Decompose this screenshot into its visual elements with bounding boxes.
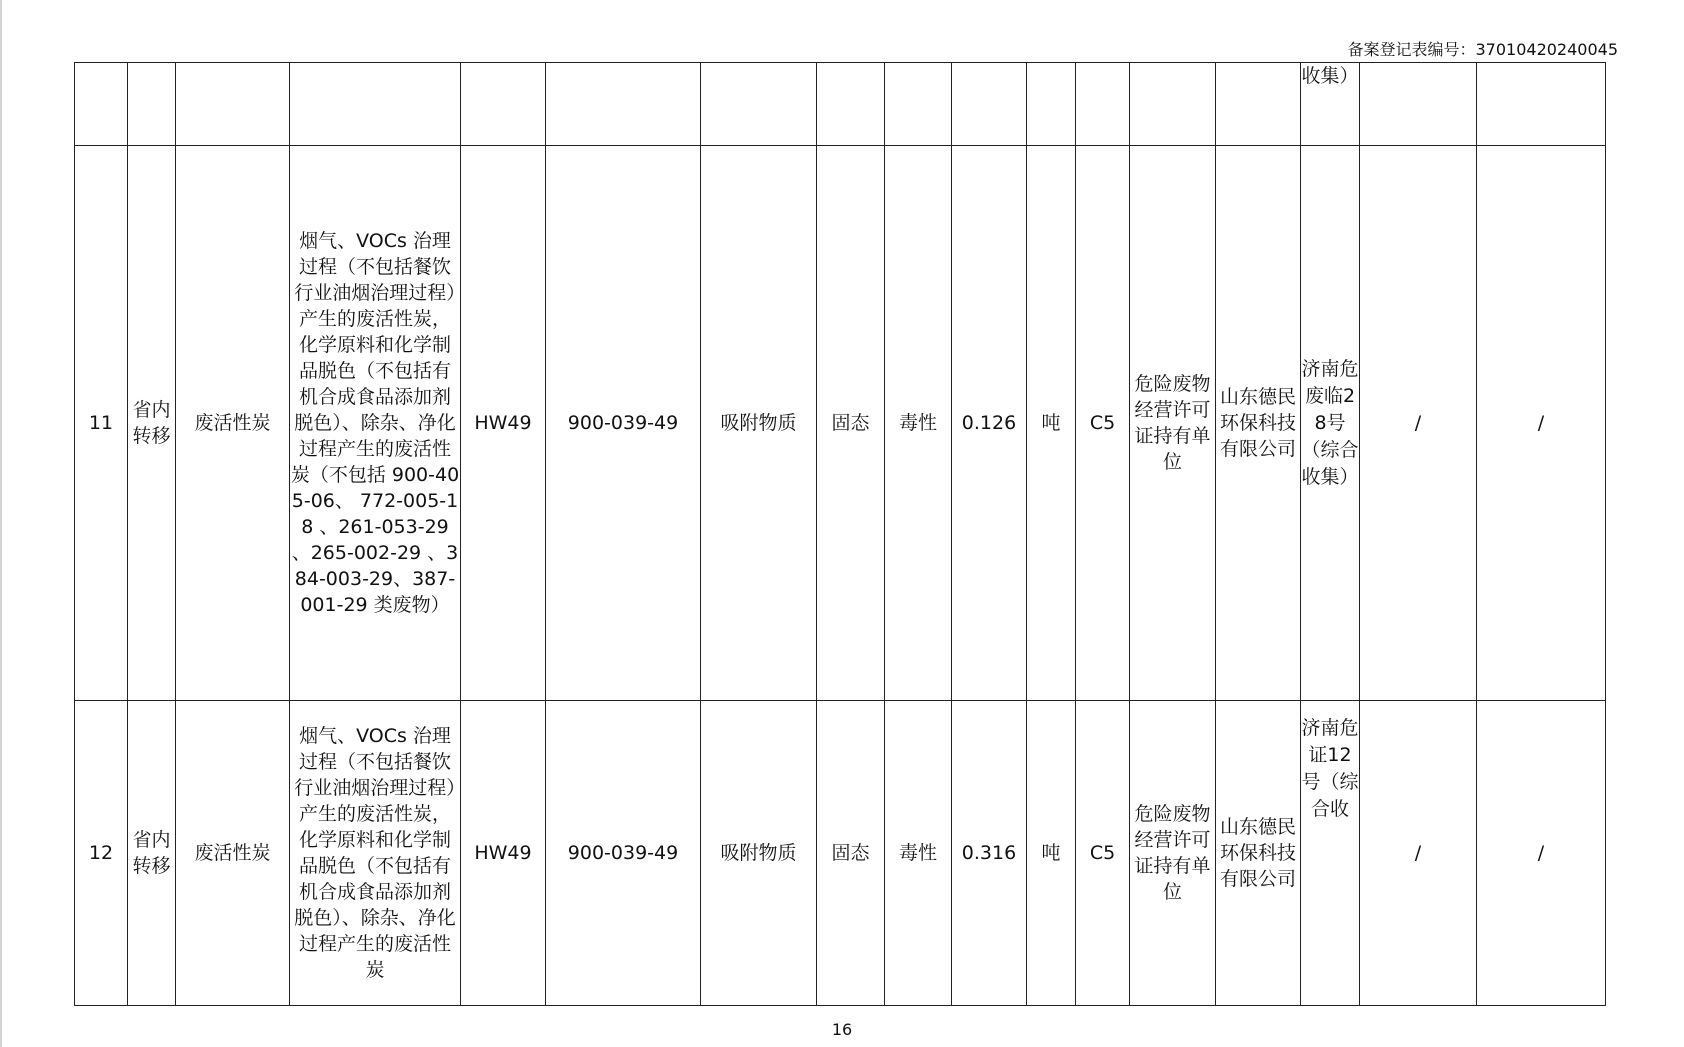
cell-code: 900-039-49 (546, 701, 701, 1006)
cell-empty (75, 63, 128, 146)
cell-permit: 济南危废临28号（综合收集） (1301, 146, 1360, 701)
cell-receiver-type: 危险废物经营许可证持有单位 (1130, 701, 1216, 1006)
cell-empty (952, 63, 1027, 146)
cell-form: 固态 (817, 701, 885, 1006)
cell-disposal-method: C5 (1076, 701, 1130, 1006)
cell-unit: 吨 (1027, 701, 1076, 1006)
cell-category: HW49 (461, 146, 546, 701)
registration-label: 备案登记表编号： (1347, 40, 1476, 59)
cell-empty (128, 63, 176, 146)
table-row-continued (75, 63, 1606, 146)
cell-receiver-type: 危险废物经营许可证持有单位 (1130, 146, 1216, 701)
cell-empty (1360, 63, 1477, 146)
cell-unit: 吨 (1027, 146, 1076, 701)
cell-empty (461, 63, 546, 146)
cell-quantity: 0.316 (952, 701, 1027, 1006)
cell-empty (1027, 63, 1076, 146)
cell-hazard: 毒性 (885, 146, 952, 701)
cell-source: 烟气、VOCs 治理过程（不包括餐饮行业油烟治理过程）产生的废活性炭，化学原料和化学制品脱色（不包括有机合成食品添加剂脱色）、除杂、净化过程产生的废活性炭 (290, 701, 461, 1006)
cell-source: 烟气、VOCs 治理过程（不包括餐饮行业油烟治理过程）产生的废活性炭，化学原料和化学制品脱色（不包括有机合成食品添加剂脱色）、除杂、净化过程产生的废活性炭（不包括 900-405-06、 772-005-18 、261-053-29 、265-002-29 、384-003-29、387-001-29 类废物） (290, 146, 461, 701)
cell-empty (1216, 63, 1301, 146)
cell-empty (701, 63, 817, 146)
cell-permit: 济南危证12号（综合收 (1301, 701, 1360, 1006)
cell-component: 吸附物质 (701, 701, 817, 1006)
cell-empty (1477, 63, 1606, 146)
cell-empty (1076, 63, 1130, 146)
cell-component: 吸附物质 (701, 146, 817, 701)
cell-col-b: / (1477, 146, 1606, 701)
cell-code: 900-039-49 (546, 146, 701, 701)
cell-col-a: / (1360, 701, 1477, 1006)
cell-permit-continued: 收集） (1301, 63, 1360, 146)
cell-empty (1130, 63, 1216, 146)
cell-transfer-type: 省内转移 (128, 146, 176, 701)
cell-receiver-name: 山东德民环保科技有限公司 (1216, 701, 1301, 1006)
page-left-edge (0, 0, 2, 1047)
table-row (75, 146, 1606, 701)
cell-waste-name: 废活性炭 (176, 701, 290, 1006)
cell-disposal-method: C5 (1076, 146, 1130, 701)
cell-col-a: / (1360, 146, 1477, 701)
table-row (75, 701, 1606, 1006)
cell-no: 12 (75, 701, 128, 1006)
registration-value: 37010420240045 (1475, 40, 1618, 59)
cell-empty (176, 63, 290, 146)
cell-empty (546, 63, 701, 146)
cell-empty (885, 63, 952, 146)
cell-receiver-name: 山东德民环保科技有限公司 (1216, 146, 1301, 701)
cell-hazard: 毒性 (885, 701, 952, 1006)
page-number: 16 (831, 1020, 853, 1039)
hazardous-waste-table (74, 62, 1606, 1006)
cell-quantity: 0.126 (952, 146, 1027, 701)
cell-no: 11 (75, 146, 128, 701)
cell-waste-name: 废活性炭 (176, 146, 290, 701)
cell-form: 固态 (817, 146, 885, 701)
cell-category: HW49 (461, 701, 546, 1006)
cell-transfer-type: 省内转移 (128, 701, 176, 1006)
cell-col-b: / (1477, 701, 1606, 1006)
cell-empty (290, 63, 461, 146)
cell-empty (817, 63, 885, 146)
registration-number (1347, 37, 1618, 60)
